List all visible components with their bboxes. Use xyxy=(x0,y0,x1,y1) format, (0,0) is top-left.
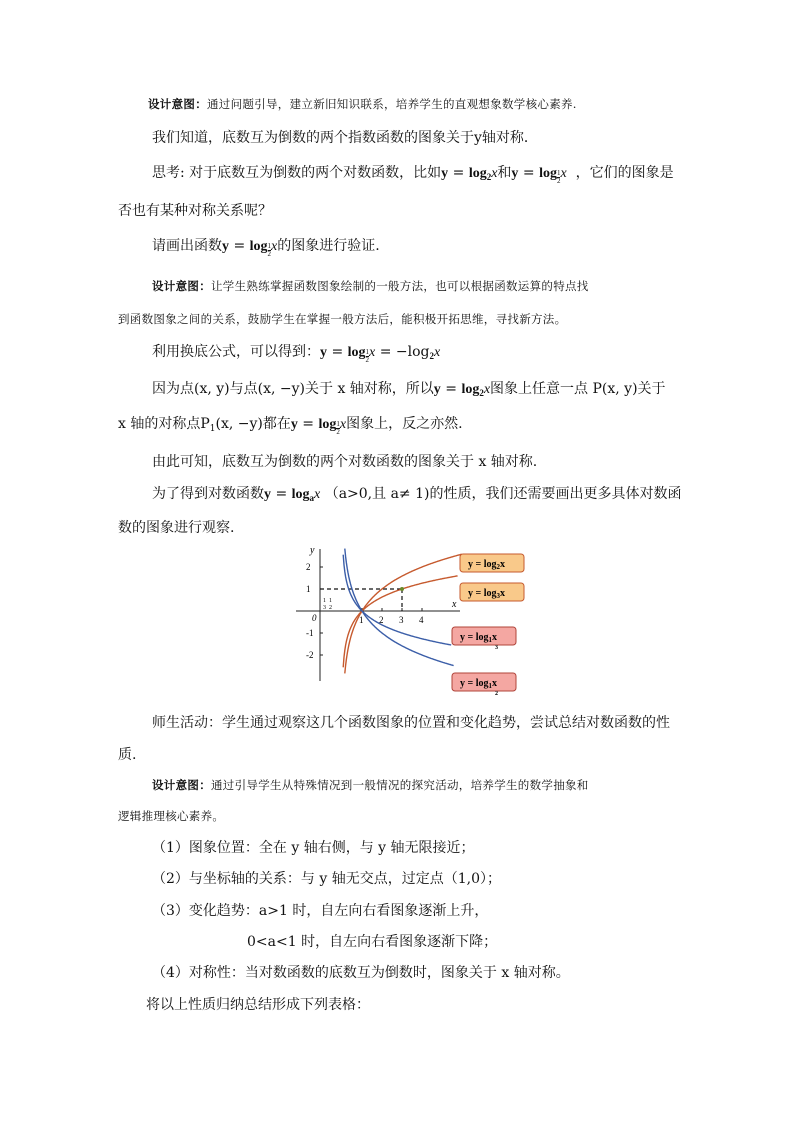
small-tick-label: 1 xyxy=(329,598,332,604)
small-tick-label: 1 xyxy=(323,598,326,604)
p3-text-b: 的图象进行验证. xyxy=(277,238,380,254)
design-intent-label: 设计意图： xyxy=(148,97,207,111)
p4-text-b: = −log xyxy=(379,344,430,360)
paragraph-5-continued: x 轴的对称点$P_1(x$, −y)都在y = log $\frac{1}{2}$ x图象上，反之亦然. xyxy=(118,416,463,436)
p7-text-b: （a>0,且 a≠ 1)的性质，我们还需要画出更多具体对数函 xyxy=(324,486,682,502)
small-tick-label: 2 xyxy=(329,605,332,611)
design-intent-3-line-1 xyxy=(152,775,589,795)
x-axis-label: x xyxy=(452,599,457,610)
p5c-text-c: 图象上，反之亦然. xyxy=(346,416,463,432)
paragraph-2: 思考: 对于底数互为倒数的两个对数函数，比如$y = \log_2x$和y = log $\frac{1}{2}$ x ，它们的图象是 xyxy=(152,165,674,185)
highlight-point xyxy=(400,587,404,591)
legend-label: $y = \log_2x$ xyxy=(468,559,505,571)
property-4: （4）对称性：当对数函数的底数互为倒数时，图象关于 x 轴对称。 xyxy=(152,965,570,981)
y-tick-label: -1 xyxy=(306,628,314,638)
small-tick-label: 3 xyxy=(323,605,326,611)
legend-label: $y = \log_3x$ xyxy=(468,588,505,600)
x-tick-label: 4 xyxy=(419,615,424,625)
paragraph-2-continued: 否也有某种对称关系呢？ xyxy=(118,203,272,219)
p3-text-a: 请画出函数 xyxy=(152,238,222,254)
design-intent-3-line-2: 逻辑推理核心素养。 xyxy=(118,809,225,823)
p5-text-a: 因为点(x, y)与点(x, −y)关于 x 轴对称，所以 xyxy=(152,381,434,397)
p5c-text-b: (x, −y)都在 xyxy=(215,416,291,432)
paragraph-6: 由此可知，底数互为倒数的两个对数函数的图象关于 x 轴对称. xyxy=(152,454,538,470)
p7-text-a: 为了得到对数函数 xyxy=(152,486,264,502)
y-tick-label: 1 xyxy=(306,584,311,594)
property-1: （1）图象位置：全在 y 轴右侧，与 y 轴无限接近； xyxy=(152,840,475,856)
p4-text-a: 利用换底公式，可以得到： xyxy=(152,344,320,360)
legend-label-denominator: 2 xyxy=(495,691,498,697)
legend-label: $y = \log_1x$ xyxy=(460,678,497,690)
design-intent-text: 通过问题引导，建立新旧知识联系，培养学生的直观想象数学核心素养. xyxy=(207,97,577,111)
y-tick-label: -2 xyxy=(306,650,314,660)
y-tick-label: 2 xyxy=(306,562,311,572)
series-curve xyxy=(345,554,462,673)
p2-text-b: 和 xyxy=(497,165,512,181)
paragraph-5: 因为点(x, y)与点(x, −y)关于 x 轴对称，所以$y = \log_2x$图象上任意一点 P(x, y)关于 xyxy=(152,381,666,398)
property-3-continued: 0<a<1 时，自左向右看图象逐渐下降； xyxy=(247,934,498,950)
y-axis-label: y xyxy=(310,545,315,556)
p2-text-c: ，它们的图象是 xyxy=(575,165,674,181)
paragraph-7: 为了得到对数函数$y = \log_ax$ （a>0,且 a≠ 1)的性质，我们还需要画出更多具体对数函 xyxy=(152,486,682,503)
paragraph-7-continued: 数的图象进行观察. xyxy=(118,520,235,536)
property-3: （3）变化趋势：a>1 时，自左向右看图象逐渐上升， xyxy=(152,903,489,919)
paragraph-1: 我们知道，底数互为倒数的两个指数函数的图象关于y轴对称． xyxy=(152,130,538,146)
x-tick-label: 3 xyxy=(399,615,404,625)
series-curve xyxy=(345,549,454,666)
paragraph-3: 请画出函数y = log $\frac{1}{2}$ x的图象进行验证. xyxy=(152,238,380,258)
design-intent-label: 设计意图： xyxy=(152,778,211,792)
legend-label: $y = \log_1x$ xyxy=(460,632,497,644)
log-functions-chart xyxy=(292,545,542,695)
paragraph-8-continued: 质. xyxy=(118,747,137,763)
design-intent-text: 让学生熟练掌握函数图象绘制的一般方法，也可以根据函数运算的特点找 xyxy=(211,279,589,293)
property-2: （2）与坐标轴的关系：与 y 轴无交点，过定点（1,0）； xyxy=(152,871,501,887)
design-intent-label: 设计意图： xyxy=(152,279,211,293)
p2-text-a: 思考: 对于底数互为倒数的两个对数函数，比如 xyxy=(152,165,442,181)
design-intent-1 xyxy=(148,94,577,114)
design-intent-2-line-2: 到函数图象之间的关系，鼓励学生在掌握一般方法后，能积极开拓思维，寻找新方法。 xyxy=(118,312,567,326)
design-intent-2-line-1 xyxy=(152,276,589,296)
design-intent-text: 通过引导学生从特殊情况到一般情况的探究活动，培养学生的数学抽象和 xyxy=(211,778,589,792)
x-tick-label: 1 xyxy=(359,615,364,625)
series-curve xyxy=(343,555,451,645)
x-tick-label: 2 xyxy=(379,615,384,625)
paragraph-4: 利用换底公式，可以得到：y = log $\frac{1}{2}$ $x = -\log_2x$ xyxy=(152,344,441,364)
p5c-text-a: x 轴的对称点P xyxy=(118,416,210,432)
p5-text-b: 图象上任意一点 P(x, y)关于 xyxy=(490,381,666,397)
summary: 将以上性质归纳总结形成下列表格： xyxy=(146,997,370,1013)
origin-label: 0 xyxy=(312,613,317,623)
legend-label-denominator: 3 xyxy=(495,645,498,651)
paragraph-8: 师生活动：学生通过观察这几个函数图象的位置和变化趋势，尝试总结对数函数的性 xyxy=(152,715,670,731)
